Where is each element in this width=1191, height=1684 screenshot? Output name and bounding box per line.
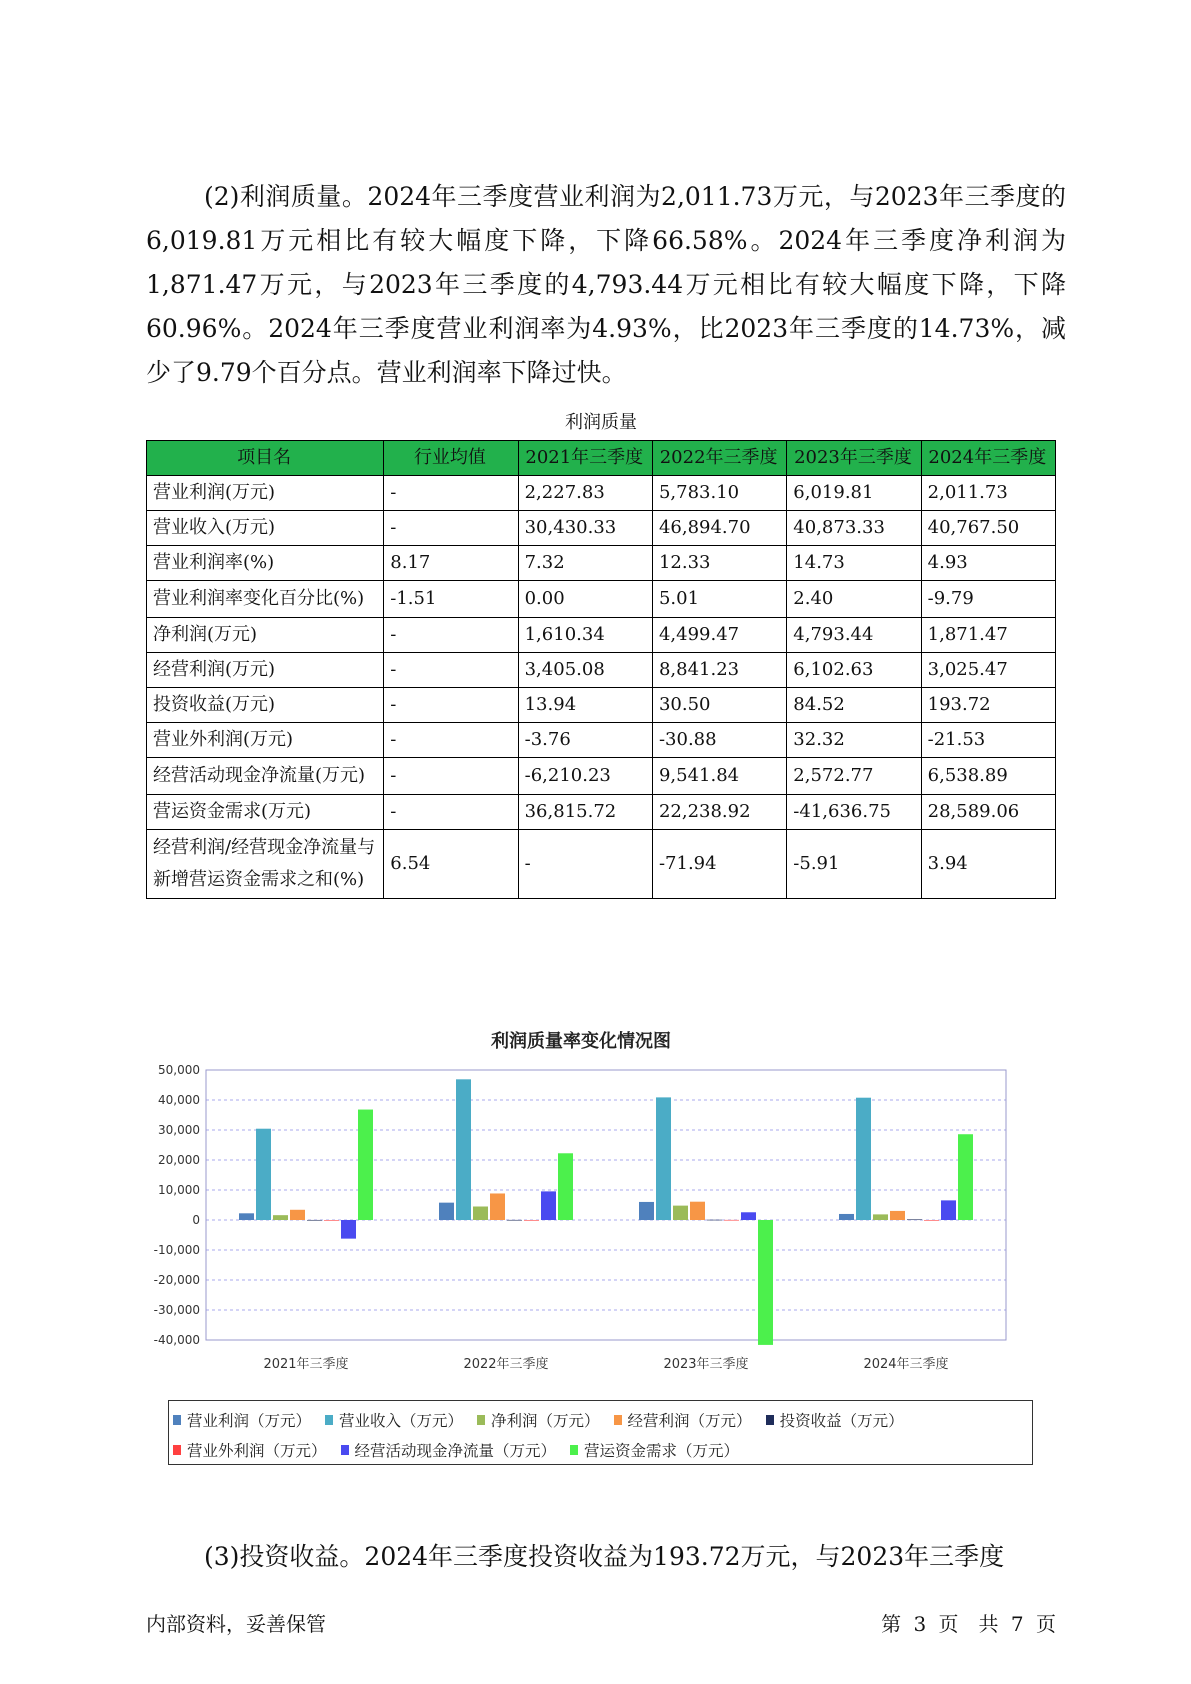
table-cell: 1,871.47	[921, 618, 1055, 653]
row-label-cell: 营运资金需求(万元)	[147, 795, 384, 830]
table-caption: 利润质量	[565, 412, 637, 433]
y-tick-label: -10,000	[153, 1243, 200, 1257]
table-cell: 5,783.10	[652, 476, 786, 511]
bar	[907, 1219, 922, 1220]
table-cell: 6,102.63	[787, 653, 921, 688]
table-cell: 12.33	[652, 546, 786, 581]
table-cell: -	[384, 476, 518, 511]
table-cell: 40,873.33	[787, 511, 921, 546]
table-cell: -	[384, 688, 518, 723]
legend-swatch	[477, 1415, 485, 1425]
row-label-cell: 经营活动现金净流量(万元)	[147, 758, 384, 795]
legend-label: 经营活动现金净流量（万元）	[354, 1442, 557, 1460]
table-cell: 6,538.89	[921, 758, 1055, 795]
header-2024q3: 2024年三季度	[921, 441, 1055, 476]
table-cell: 13.94	[518, 688, 652, 723]
legend-row	[173, 1405, 1026, 1435]
bar	[558, 1153, 573, 1220]
legend-swatch	[341, 1445, 349, 1455]
bar	[924, 1220, 939, 1221]
table-cell: 7.32	[518, 546, 652, 581]
table-cell: 3,405.08	[518, 653, 652, 688]
footer-confidential-note: 内部资料，妥善保管	[146, 1612, 326, 1636]
table-cell: 0.00	[518, 581, 652, 618]
y-tick-label: -20,000	[153, 1273, 200, 1287]
table-cell: 8,841.23	[652, 653, 786, 688]
chart-svg	[146, 1020, 1056, 1400]
bar	[341, 1220, 356, 1239]
table-row	[147, 758, 1056, 795]
table-cell: 32.32	[787, 723, 921, 758]
bar	[239, 1213, 254, 1220]
bar	[707, 1220, 722, 1221]
table-cell: -41,636.75	[787, 795, 921, 830]
row-label-cell: 营业外利润(万元)	[147, 723, 384, 758]
legend-item	[173, 1409, 311, 1431]
legend-swatch	[325, 1415, 333, 1425]
profit-quality-paragraph	[146, 175, 1066, 395]
table-cell: -	[384, 758, 518, 795]
table-cell: -	[384, 653, 518, 688]
table-row	[147, 688, 1056, 723]
bar	[958, 1134, 973, 1220]
legend-row	[173, 1435, 1026, 1465]
table-cell: 28,589.06	[921, 795, 1055, 830]
y-tick-label: 40,000	[158, 1093, 200, 1107]
table-cell: 1,610.34	[518, 618, 652, 653]
x-tick-label: 2024年三季度	[863, 1357, 949, 1372]
bar	[741, 1212, 756, 1220]
bar	[290, 1210, 305, 1220]
bar	[473, 1207, 488, 1220]
table-cell: 5.01	[652, 581, 786, 618]
table-cell: 30,430.33	[518, 511, 652, 546]
table-row	[147, 476, 1056, 511]
paragraph-text: (3)投资收益。2024年三季度投资收益为193.72万元，与2023年三季度	[204, 1542, 1005, 1571]
legend-swatch	[614, 1415, 622, 1425]
row-label-cell: 经营利润(万元)	[147, 653, 384, 688]
row-label-cell: 营业收入(万元)	[147, 511, 384, 546]
legend-item	[173, 1439, 327, 1461]
y-tick-label: 10,000	[158, 1183, 200, 1197]
bar	[307, 1220, 322, 1221]
row-label-cell: 经营利润/经营现金净流量与新增营运资金需求之和(%)	[147, 830, 384, 899]
table-row	[147, 546, 1056, 581]
table-cell: 6.54	[384, 830, 518, 899]
legend-label: 经营利润（万元）	[627, 1412, 752, 1430]
bar	[439, 1203, 454, 1220]
y-tick-label: -30,000	[153, 1303, 200, 1317]
footer-page-number: 第 3 页 共 7 页	[881, 1612, 1056, 1636]
bar	[673, 1206, 688, 1220]
table-row	[147, 653, 1056, 688]
table-cell: 9,541.84	[652, 758, 786, 795]
y-tick-label: 30,000	[158, 1123, 200, 1137]
x-tick-label: 2023年三季度	[663, 1357, 749, 1372]
bar	[839, 1214, 854, 1220]
header-industry-avg: 行业均值	[384, 441, 518, 476]
table-row	[147, 795, 1056, 830]
table-cell: -	[384, 723, 518, 758]
investment-income-paragraph	[146, 1535, 1066, 1579]
table-cell: -3.76	[518, 723, 652, 758]
bar	[690, 1202, 705, 1220]
bar	[541, 1191, 556, 1220]
table-cell: 4.93	[921, 546, 1055, 581]
table-row	[147, 723, 1056, 758]
legend-item	[477, 1409, 600, 1431]
table-cell: 2,572.77	[787, 758, 921, 795]
legend-swatch	[766, 1415, 774, 1425]
table-cell: 40,767.50	[921, 511, 1055, 546]
table-body	[147, 476, 1056, 899]
table-cell: -	[384, 618, 518, 653]
bar	[724, 1220, 739, 1221]
bar	[358, 1110, 373, 1220]
bar	[490, 1193, 505, 1220]
bar	[856, 1098, 871, 1220]
bar	[524, 1220, 539, 1221]
legend-item	[570, 1439, 739, 1461]
bar	[941, 1200, 956, 1220]
table-cell: 4,499.47	[652, 618, 786, 653]
y-tick-label: 50,000	[158, 1063, 200, 1077]
header-2023q3: 2023年三季度	[787, 441, 921, 476]
bar	[324, 1220, 339, 1221]
bar	[256, 1129, 271, 1220]
table-cell: 3.94	[921, 830, 1055, 899]
table-cell: 36,815.72	[518, 795, 652, 830]
legend-label: 营业利润（万元）	[187, 1412, 312, 1430]
table-cell: -71.94	[652, 830, 786, 899]
row-label-cell: 营业利润(万元)	[147, 476, 384, 511]
legend-item	[766, 1409, 904, 1431]
table-cell: 3,025.47	[921, 653, 1055, 688]
legend-swatch	[173, 1445, 181, 1455]
legend-item	[614, 1409, 752, 1431]
y-tick-label: -40,000	[153, 1333, 200, 1347]
table-cell: -1.51	[384, 581, 518, 618]
bar	[639, 1202, 654, 1220]
table-cell: 2,011.73	[921, 476, 1055, 511]
x-tick-label: 2021年三季度	[263, 1357, 349, 1372]
table-cell: -	[518, 830, 652, 899]
y-tick-label: 20,000	[158, 1153, 200, 1167]
header-item: 项目名	[147, 441, 384, 476]
table-row	[147, 618, 1056, 653]
table-row	[147, 511, 1056, 546]
x-tick-label: 2022年三季度	[463, 1357, 549, 1372]
table-cell: -9.79	[921, 581, 1055, 618]
table-cell: -21.53	[921, 723, 1055, 758]
table-header-row	[147, 441, 1056, 476]
table-row	[147, 581, 1056, 618]
row-label-cell: 净利润(万元)	[147, 618, 384, 653]
table-cell: 14.73	[787, 546, 921, 581]
table-cell: 22,238.92	[652, 795, 786, 830]
legend-label: 净利润（万元）	[491, 1412, 600, 1430]
bar	[873, 1214, 888, 1220]
bar	[273, 1215, 288, 1220]
table-cell: 2,227.83	[518, 476, 652, 511]
table-cell: -	[384, 511, 518, 546]
table-cell: 193.72	[921, 688, 1055, 723]
y-tick-label: 0	[192, 1213, 200, 1227]
table-cell: 4,793.44	[787, 618, 921, 653]
table-cell: -	[384, 795, 518, 830]
legend-swatch	[570, 1445, 578, 1455]
legend-label: 营运资金需求（万元）	[584, 1442, 740, 1460]
table-cell: 84.52	[787, 688, 921, 723]
table-cell: 30.50	[652, 688, 786, 723]
bar	[656, 1097, 671, 1220]
legend-item	[325, 1409, 463, 1431]
table-cell: 8.17	[384, 546, 518, 581]
table-cell: 2.40	[787, 581, 921, 618]
legend-swatch	[173, 1415, 181, 1425]
bar	[507, 1220, 522, 1221]
table-cell: -5.91	[787, 830, 921, 899]
header-2022q3: 2022年三季度	[652, 441, 786, 476]
row-label-cell: 营业利润率变化百分比(%)	[147, 581, 384, 618]
row-label-cell: 营业利润率(%)	[147, 546, 384, 581]
paragraph-text: (2)利润质量。2024年三季度营业利润为2,011.73万元，与2023年三季度的6,019.81万元相比有较大幅度下降，下降66.58%。2024年三季度净利润为1,871.47万元，与2023年三季度的4,793.44万元相比有较大幅度下降，下降60.96%。2024年三季度营业利润率为4.93%，比2023年三季度的14.73%，减少了9.79个百分点。营业利润率下降过快。	[146, 182, 1066, 387]
plot-area	[206, 1070, 1006, 1340]
table-cell: 46,894.70	[652, 511, 786, 546]
row-label-cell: 投资收益(万元)	[147, 688, 384, 723]
chart-legend	[168, 1400, 1033, 1465]
bar	[758, 1220, 773, 1345]
legend-item	[341, 1439, 557, 1461]
table-cell: -30.88	[652, 723, 786, 758]
legend-label: 营业外利润（万元）	[187, 1442, 327, 1460]
table-cell: 6,019.81	[787, 476, 921, 511]
legend-label: 营业收入（万元）	[339, 1412, 464, 1430]
table-cell: -6,210.23	[518, 758, 652, 795]
table-row	[147, 830, 1056, 899]
chart-title: 利润质量率变化情况图	[491, 1031, 671, 1052]
header-2021q3: 2021年三季度	[518, 441, 652, 476]
bar	[890, 1211, 905, 1220]
bar	[456, 1079, 471, 1220]
profit-quality-table	[146, 440, 1056, 899]
legend-label: 投资收益（万元）	[779, 1412, 904, 1430]
